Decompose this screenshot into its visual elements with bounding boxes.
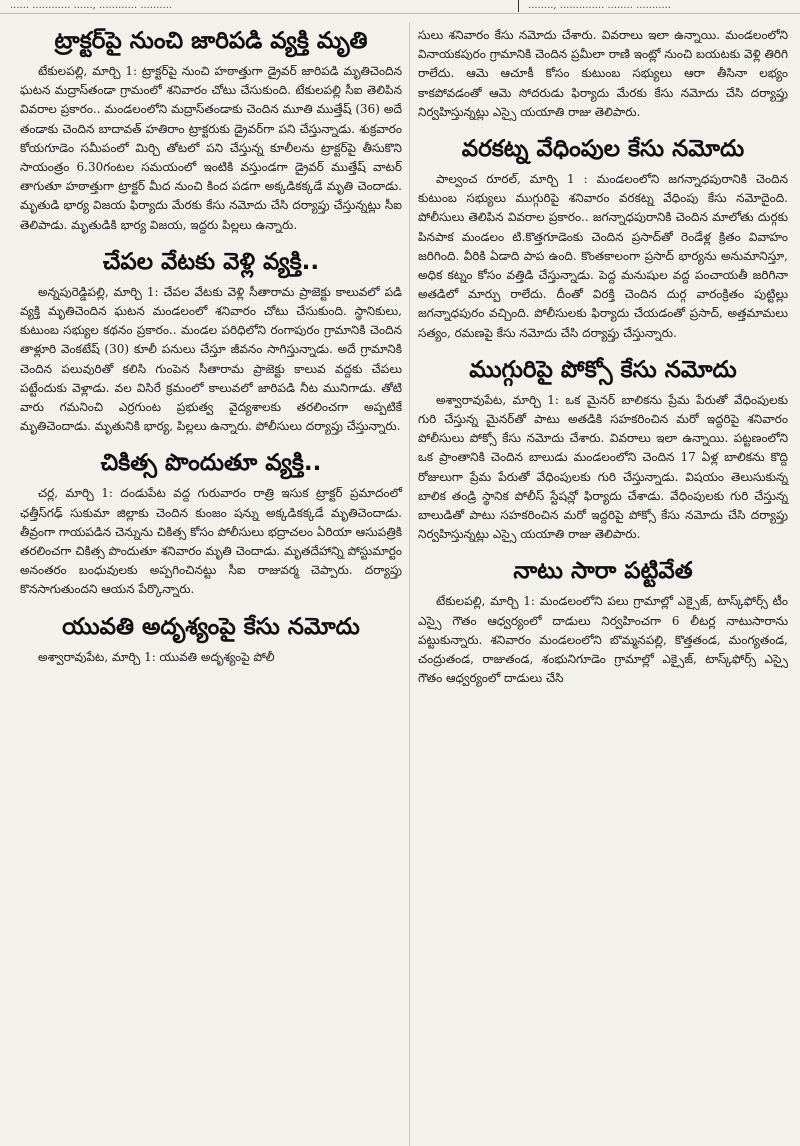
article-pocso-case (418, 355, 788, 545)
body-dowry-case: పాల్వంచ రూరల్, మార్చి 1 : మండలంలోని జగన్నాధపురానికి చెందిన కుటుంబ సభ్యులు ముగ్గురిపై శనివారం వరకట్న వేధింపు కేసు నమోదైంది. పోలీసులు తెలిపిన వివరాల ప్రకారం.. జగన్నాధపురానికి చెందిన మాలోతు దుర్గకు పినపాక మండలం టి.కొత్తగూడెంకు చెందిన ప్రసాద్‌తో రెండేళ్ల క్రితం వివాహం జరిగింది. వీరికి ఏడాది పాప ఉంది. కొంతకాలంగా ప్రసాద్ భార్యను అనుమానిస్తూ, అధిక కట్నం కోసం వత్తిడి చేస్తున్నాడు. పెద్ద మనుషుల వద్ద పంచాయతీ జరిగినా అతడిలో మార్పు రాలేదు. దీంతో విరక్తి చెందిన దుర్గ వారంక్రితం పుట్టిల్లు జగన్నాధపురం వచ్చింది. పోలీసులకు ఫిర్యాదు చేయడంతో ప్రసాద్, అత్తమామలు సత్యం, రమణపై కేసు నమోదు చేసి దర్యాప్తు చేస్తున్నారు. (418, 172, 788, 340)
headline-missing-woman: యువతి అదృశ్యంపై కేసు నమోదు (62, 613, 360, 640)
headline-treatment-death: చికిత్స పొందుతూ వ్యక్తి.. (100, 450, 322, 477)
headline-dowry-case: వరకట్న వేధింపుల కేసు నమోదు (461, 136, 745, 163)
body-missing-woman-continued: సులు శనివారం కేసు నమోదు చేశారు. వివరాలు ఇలా ఉన్నాయి. మండలంలోని వినాయకపురం గ్రామానికి చెందిన ప్రమీలా రాణి ఇంట్లో నుంచి బయటకు వెళ్లి తిరిగి రాలేదు. ఆమె ఆచూకీ కోసం కుటుంబ సభ్యులు ఆరా తీసినా లభ్యం కాకపోవడంతో ఆమె సోదరుడు ఫిర్యాదు మేరకు కేసు నమోదు చేసి దర్యాప్తు నిర్వహిస్తున్నట్లు ఎస్సై యయాతి రాజు తెలిపారు. (418, 28, 788, 119)
column-divider (409, 22, 410, 1146)
body-treatment-death: చర్ల, మార్చి 1: దండుపేట వద్ద గురువారం రాత్రి ఇసుక ట్రాక్టర్ ప్రమాదంలో ఛత్తీస్‌గఢ్ సుకుమా జిల్లాకు చెందిన కుంజం షన్ను అక్కడికక్కడే మృతిచెందాడు. తీవ్రంగా గాయపడిన చెన్నును చికిత్స కోసం పోలీసులు భద్రాచలం ఏరియా ఆసుపత్రికి తరలించగా చికిత్స పొందుతూ శనివారం మృతి చెందాడు. మృతదేహాన్ని పోస్టుమార్టం అనంతరం బంధువులకు అప్పగించినట్టు సీఐ రాజువర్మ చెప్పారు. దర్యాప్తు కొనసాగుతుందని ఆయన పేర్కొన్నారు. (20, 486, 402, 597)
page-header-strip (0, 0, 800, 14)
header-fragment-left: ...... ............ ......, ............ .......... (10, 0, 173, 11)
body-missing-woman: అశ్వారావుపేట, మార్చి 1: యువతి అదృశ్యంపై పోలీ (38, 649, 275, 664)
headline-tractor-accident: ట్రాక్టర్‌పై నుంచి జారిపడి వ్యక్తి మృతి (54, 28, 368, 54)
header-fragment-right: ........, .............. ........ ........... (528, 0, 672, 11)
body-liquor-seizure: టేకులపల్లి, మార్చి 1: మండలంలోని పలు గ్రామాల్లో ఎక్సైజ్, టాస్క్‌ఫోర్స్ టీం ఎస్సై గౌతం ఆధ్వర్యంలో దాడులు నిర్వహించగా 6 లీటర్ల నాటుసారాను పట్టుకున్నారు. శనివారం మండలంలోని బొమ్మనపల్లి, కొత్తతండ, మంగ్యతండ, చంద్రుతండ, రాజుతండ, శంభునిగూడెం గ్రామాల్లో ఎక్సైజ్, టాస్క్‌ఫోర్స్ ఎస్సై గౌతం ఆధ్వర్యంలో దాడులు చేసి (418, 594, 788, 686)
body-fishing-death: అన్నపురెడ్డిపల్లి, మార్చి 1: చేపల వేటకు వెళ్లి సీతారామ ప్రాజెక్టు కాలువలో పడి వ్యక్తి మృతిచెందిన ఘటన మండలంలో శనివారం చోటు చేసుకుంది. స్థానికులు, కుటుంబ సభ్యుల కథనం ప్రకారం.. మండల పరిధిలోని రంగాపురం గ్రామానికి చెందిన తాళ్లూరి వెంకటేష్ (30) కూలీ పనులు చేస్తూ జీవనం సాగిస్తున్నాడు. అదే గ్రామానికి చెందిన పలువురితో కలిసి గుంపెన సీతారామ ప్రాజెక్టు కాలువ వద్దకు చేపలు పట్టేందుకు వెళ్లాడు. వల విసిరే క్రమంలో కాలువలో జారిపడి నీట మునిగాడు. తోటి వారు గమనించి ఎర్రగుంట ప్రభుత్వ వైద్యశాలకు తరలించగా అప్పటికే మృతిచెందాడు. మృతునికి భార్య, పిల్లలు ఉన్నారు. పోలీసులు దర్యాప్తు చేస్తున్నారు. (20, 284, 402, 434)
article-missing-woman-continued (418, 26, 788, 122)
body-tractor-accident: టేకులపల్లి, మార్చి 1: ట్రాక్టర్‌పై నుంచి హఠాత్తుగా డ్రైవర్ జారిపడి మృతిచెందిన ఘటన మద్రాస్‌తండా గ్రామంలో శనివారం చోటు చేసుకుంది. టేకులపల్లి సీఐ తెలిపిన వివరాల ప్రకారం.. మండలంలోని మద్రాస్‌తండాకు చెందిన మూతి ముత్తేష్ (36) అదే తండాకు చెందిన బాదావత్ హతిరాం ట్రాక్టరుకు డ్రైవర్‌గా పని చేస్తున్నాడు. శుక్రవారం కోయగూడెం సమీపంలో మిర్చి తోటలో పని చేస్తున్న కూలీలను ట్రాక్టర్‌పై తీసుకొని సాయంత్రం 6.30గంటల సమయంలో ఇంటికి వస్తుండగా డ్రైవర్ ముత్తేష్ వాటర్ తాగుతూ హఠాత్తుగా ట్రాక్టర్ మీద నుంచి కింద పడగా అక్కడికక్కడే మృతి చెందాడు. మృతుడి భార్య విజయ ఫిర్యాదు మేరకు కేసు నమోదు చేసి దర్యాప్తు చేస్తున్నట్లు సీఐ తెలిపాడు. మృతుడికి భార్య విజయ, ఇద్దరు పిల్లలు ఉన్నారు. (20, 64, 402, 232)
header-rule (0, 13, 800, 14)
headline-fishing-death: చేపల వేటకు వెళ్లి వ్యక్తి.. (102, 248, 320, 275)
article-missing-woman (20, 612, 402, 667)
right-column (418, 26, 788, 700)
article-treatment-death (20, 448, 402, 599)
headline-liquor-seizure: నాటు సారా పట్టివేత (513, 558, 693, 585)
headline-pocso-case: ముగ్గురిపై పోక్సో కేసు నమోదు (469, 356, 737, 383)
header-separator (518, 0, 519, 12)
body-pocso-case: అశ్వారావుపేట, మార్చి 1: ఒక మైనర్ బాలికను ప్రేమ పేరుతో వేధింపులకు గురి చేస్తున్న మైనర్‌తో పాటు అతడికి సహకరించిన మరో ఇద్దరిపై శనివారం పోలీసులు పోక్సో కేసు నమోదు చేశారు. వివరాలు ఇలా ఉన్నాయి. పట్టణంలోని ఒక ప్రాంతానికి చెందిన బాలుడు మండలంలోని చెందిన 17 ఏళ్ల బాలికను కొద్ది రోజులుగా ప్రేమ పేరుతో వేధింపులకు గురి చేస్తున్నాడు. విషయం తెలుసుకున్న బాలిక తండ్రి స్థానిక పోలీస్ స్టేషన్లో ఫిర్యాదు చేశాడు. వేధింపులకు గురి చేస్తున్న బాలుడితో పాటు సహకరించిన మరో ఇద్దరిపై పోక్సో కేసు నమోదు చేసి దర్యాప్తు నిర్వహిస్తున్నట్లు ఎస్సై యయాతి రాజు తెలిపారు. (418, 392, 788, 542)
article-liquor-seizure (418, 556, 788, 688)
article-dowry-case (418, 134, 788, 343)
article-fishing-death (20, 247, 402, 437)
article-tractor-accident (20, 26, 402, 235)
left-column (20, 26, 402, 679)
